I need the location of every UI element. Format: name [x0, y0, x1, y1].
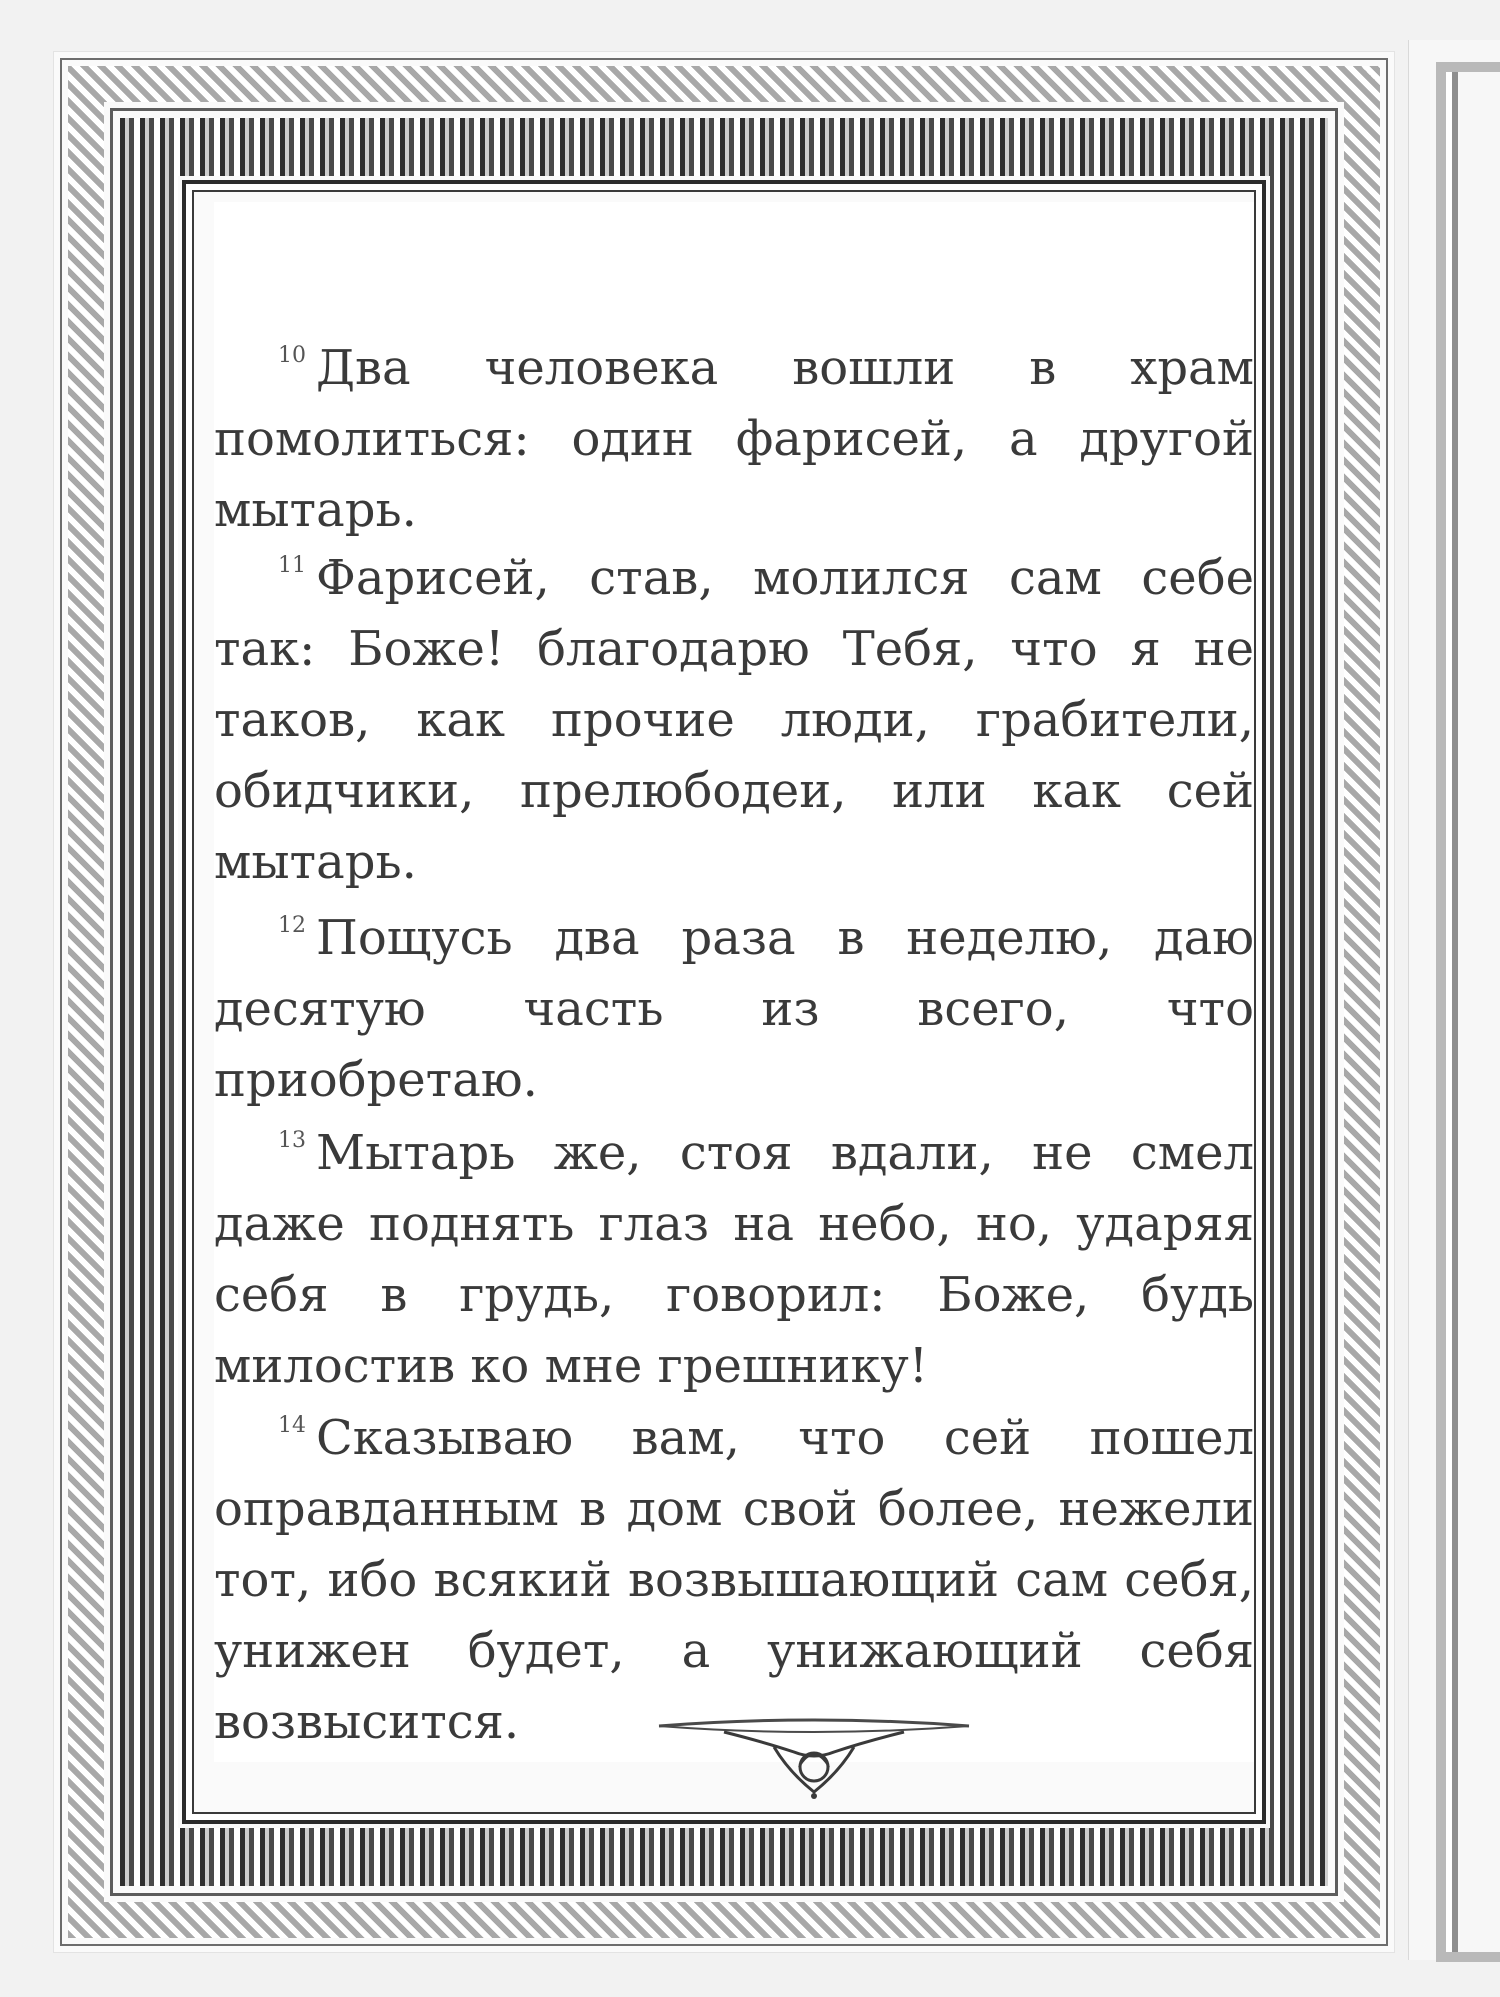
floral-flourish-icon — [654, 1712, 974, 1802]
book-page — [54, 52, 1394, 1952]
verse-text: Пощусь два раза в неделю, даю десятую часть из всего, что приобретаю. — [214, 910, 1254, 1108]
verse-13 — [214, 1105, 1254, 1402]
verse-text: Мытарь же, стоя вдали, не смел даже поднять глаз на небо, но, ударяя себя в грудь, говорил: Боже, будь милостив ко мне грешнику! — [214, 1125, 1254, 1394]
verse-text: Два человека вошли в храм помолиться: один фарисей, а другой мытарь. — [214, 340, 1254, 538]
verse-text: Фарисей, став, молился сам себе так: Боже! благодарю Тебя, что я не таков, как прочие люди, грабители, обидчики, прелюбодеи, или как сей мытарь. — [214, 550, 1254, 890]
verse-12 — [214, 890, 1254, 1116]
verse-number: 13 — [278, 1128, 306, 1153]
verse-number: 14 — [278, 1413, 306, 1438]
verse-14 — [214, 1390, 1254, 1758]
verse-text: Сказываю вам, что сей пошел оправданным в дом свой более, нежели тот, ибо всякий возвышающий сам себя, унижен будет, а унижающий себя возвысится. — [214, 1410, 1254, 1750]
verse-number: 11 — [278, 553, 306, 578]
next-page-frame — [1436, 62, 1500, 1962]
verse-11 — [214, 530, 1254, 898]
verse-10 — [214, 320, 1254, 546]
verse-number: 12 — [278, 913, 306, 938]
text-block — [214, 202, 1254, 1762]
verse-number: 10 — [278, 343, 306, 368]
